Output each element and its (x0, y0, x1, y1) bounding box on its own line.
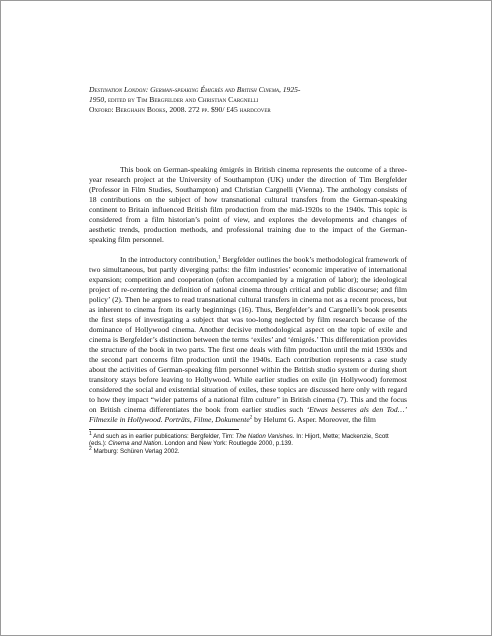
footnote-1-number: 1 (89, 430, 92, 437)
footnote-1-title-2: Cinema and Nation (108, 440, 162, 448)
page-content (89, 85, 407, 455)
footnote-1-title-1: The Nation Vanishes (235, 433, 293, 440)
footnote-2 (89, 445, 407, 455)
footnote-1-text-b: . In: Hijort, Mette; Mackenzie, Scott (eds.): (89, 433, 389, 448)
p2-cited-title: ‘Etwas besseres als den Tod…’ Filmexile in Hollywood. Porträts, Filme, Dokumente (89, 405, 407, 424)
body-paragraph-1: This book on German-speaking émigrés in British cinema represents the outcome of a three-year research project at the University of Southampton (UK) under the direction of Tim Bergfelder (Professor in Film Studies, Southampton) and Christian Cargnelli (Vienna). The anthology consists of 18 contributions on the subject of how transnational cultural transfers from the German-speaking continent to Britain influenced British film production from the mid-1920s to the 1940s. This topic is considered from a film historian’s point of view, and explores the developments and changes of aesthetic trends, production methods, and professional training due to the impact of the German-speaking film personnel. (89, 165, 407, 244)
footnote-2-number: 2 (89, 445, 92, 452)
p2-text-d: by Helumt G. Asper. Moreover, the film (252, 415, 376, 424)
review-header (89, 85, 407, 115)
book-publisher: Oxford: Berghahn Books, 2008. 272 pp. $90/ £45 hardcover (89, 105, 271, 114)
body-paragraph-2 (89, 255, 407, 425)
footnote-1 (89, 430, 407, 448)
footnote-ref-2: 2 (249, 415, 253, 421)
p2-text-b: Bergfelder outlines the book’s methodological framework of two simultaneous, but partly diverging paths: the film industries’ economic imperative of international expansion; competition and cooperation (often accompanied by a migration of labor); the ideological project of re-centering the definition of national cinema through critical and public discourse; and film policy’ (2). Then he argues to read transnational cultural transfers in cinema not as a recent process, but as inherent to cinema from its early beginnings (16). Thus, Bergfelder’s and Cargnelli’s book presents the first steps of investigating a subject that was too-long neglected by film research because of the dominance of Hollywood cinema. Another decisive methodological aspect on the topic of exile and cinema is Bergfelder’s distinction between the terms ‘exiles’ and ‘émigrés.’ This differentiation provides the structure of the book in two parts. The first one deals with film production until the mid 1930s and the second part concerns film production until the 1940s. Each contribution represents a case study about the activities of German-speaking film personnel within the British studio system or during short transitory stays before leaving to Hollywood. While earlier studies on exile (in Hollywood) foremost considered the social and existential situation of exiles, these topics are discussed here only with regard to how they impact “wider patterns of a national film culture” in British cinema (7). This and the focus on British cinema differentiates the book from earlier studies such (89, 255, 407, 414)
footnote-1-text-a: And such as in earlier publications: Bergfelder, Tim: (91, 433, 236, 440)
book-title-continued: 1950 (89, 95, 105, 104)
book-editors: , edited by Tim Bergfelder and Christian Cargnelli (104, 95, 259, 104)
footnote-ref-1: 1 (218, 255, 221, 261)
footnote-2-text: Marburg: Schüren Verlag 2002. (91, 447, 180, 455)
p2-text-a: In the introductory contribution, (120, 255, 219, 264)
footnote-1-text-c: . London and New York: Routlegde 2000, p.139. (161, 440, 293, 448)
book-title: Destination London: German-speaking Émigrés and British Cinema, 1925- (89, 85, 301, 94)
footnote-divider (89, 429, 239, 430)
